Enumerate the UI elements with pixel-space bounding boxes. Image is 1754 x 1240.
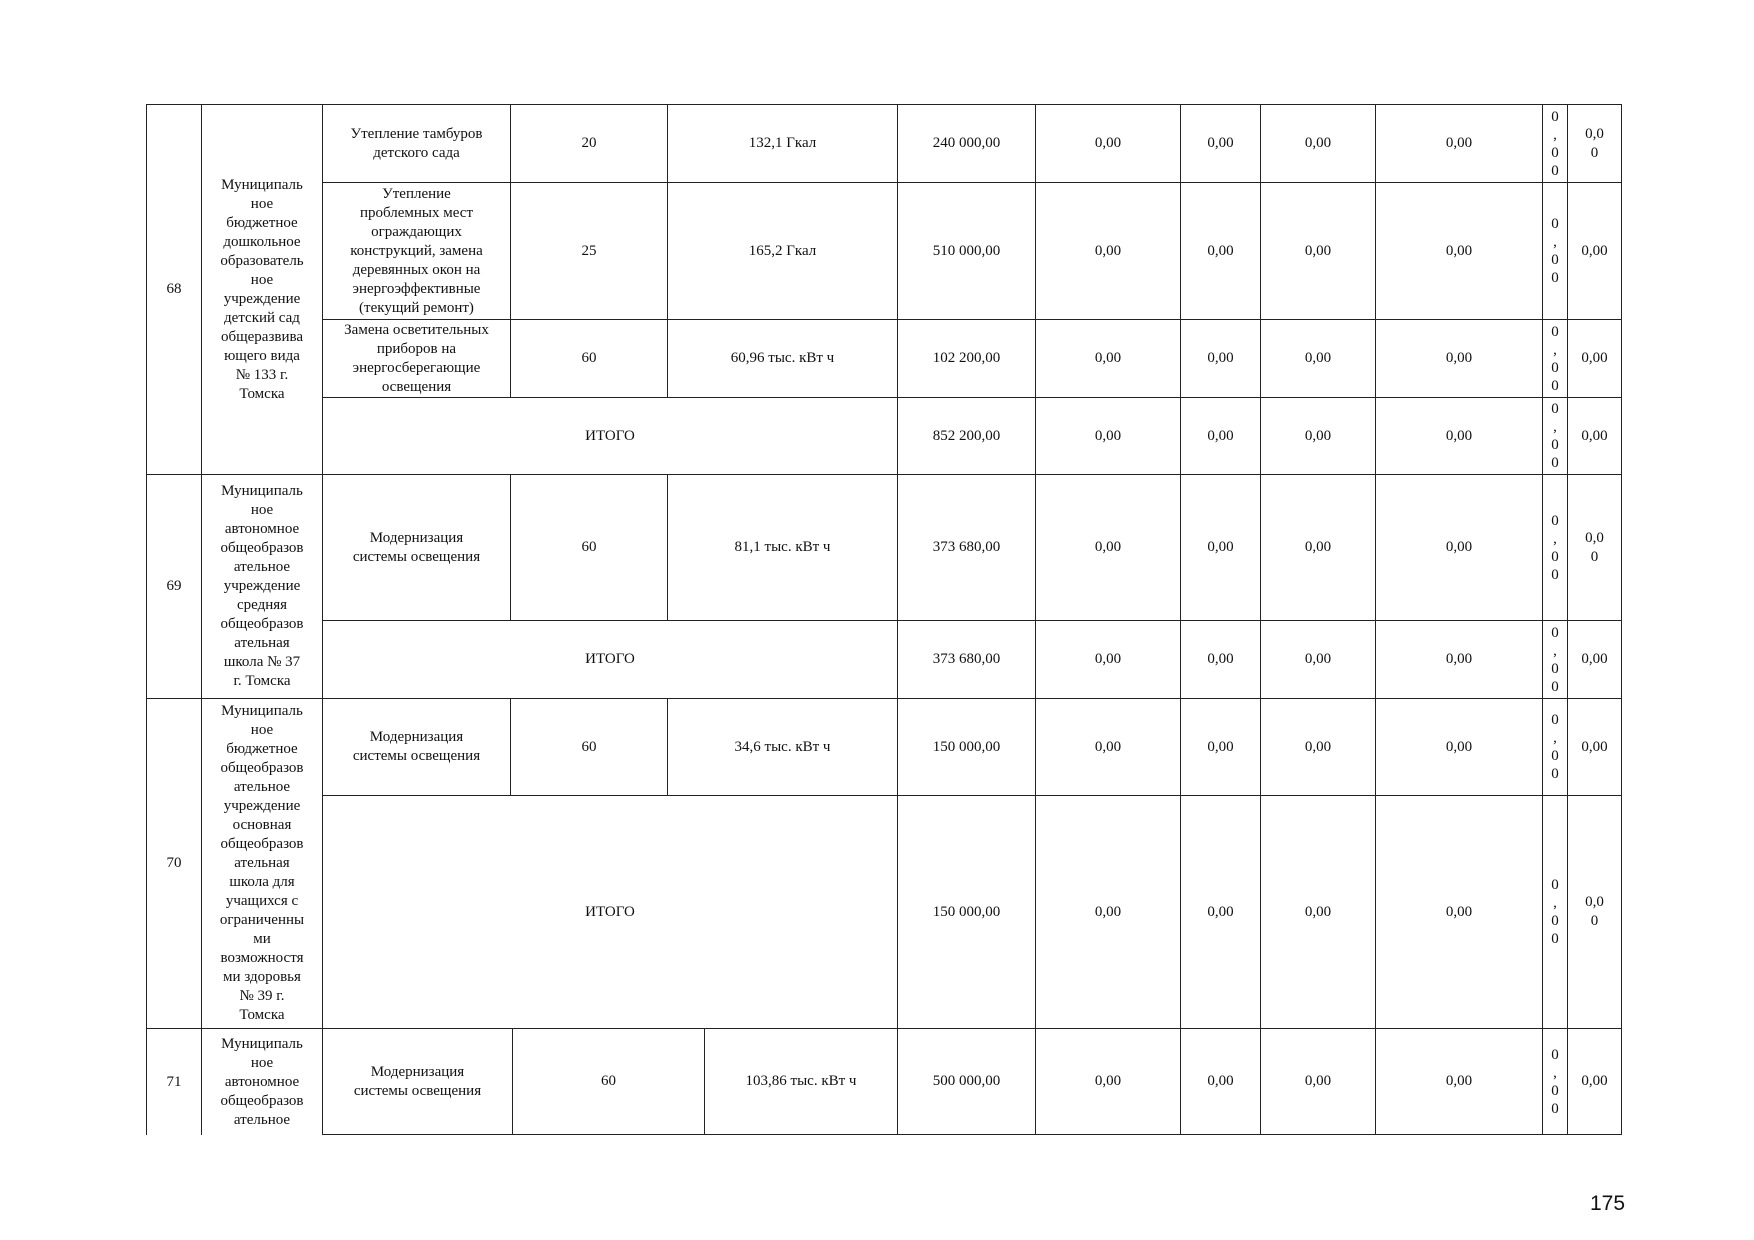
- total-label: ИТОГО: [322, 795, 897, 1028]
- measure-value: 0,00: [1180, 474, 1260, 620]
- total-sum: 150 000,00: [897, 795, 1035, 1028]
- total-sum: 373 680,00: [897, 620, 1035, 698]
- total-value: 0,00: [1375, 397, 1542, 474]
- measure-value: 0,00: [1375, 474, 1542, 620]
- measure-value: 0,00: [1375, 319, 1542, 397]
- total-value: 0,0 0: [1567, 795, 1622, 1028]
- measure-quantity: 60: [510, 698, 667, 795]
- measure-value: 0,00: [1180, 1028, 1260, 1135]
- measure-value: 0,00: [1180, 182, 1260, 319]
- measure-name: Замена осветительных приборов на энергосберегающие освещения: [322, 319, 510, 397]
- measure-value: 0,00: [1260, 474, 1375, 620]
- organization-name: Муниципаль ное бюджетное общеобразов ательное учреждение основная общеобразов ательная школа для учащихся с ограниченны ми возможностя ми здоровья № 39 г. Томска: [201, 698, 322, 1028]
- measure-value-narrow: 0 , 0 0: [1542, 698, 1567, 795]
- measure-quantity: 60: [512, 1028, 704, 1135]
- measure-quantity: 25: [510, 182, 667, 319]
- total-value: 0,00: [1567, 620, 1622, 698]
- measure-sum: 150 000,00: [897, 698, 1035, 795]
- total-value: 0,00: [1180, 397, 1260, 474]
- measure-effect: 132,1 Гкал: [667, 104, 897, 182]
- total-label: ИТОГО: [322, 620, 897, 698]
- measure-quantity: 60: [510, 474, 667, 620]
- measure-value-narrow: 0 , 0 0: [1542, 319, 1567, 397]
- measure-value: 0,00: [1567, 319, 1622, 397]
- measure-value: 0,0 0: [1567, 104, 1622, 182]
- measure-sum: 240 000,00: [897, 104, 1035, 182]
- organization-name: Муниципаль ное автономное общеобразов ательное: [201, 1028, 322, 1135]
- total-value: 0,00: [1035, 795, 1180, 1028]
- measure-value-narrow: 0 , 0 0: [1542, 474, 1567, 620]
- measure-value: 0,00: [1567, 182, 1622, 319]
- row-number: 68: [146, 104, 201, 474]
- total-value: 0,00: [1260, 795, 1375, 1028]
- measure-effect: 165,2 Гкал: [667, 182, 897, 319]
- measure-name: Модернизация системы освещения: [322, 1028, 512, 1135]
- total-value: 0,00: [1180, 795, 1260, 1028]
- total-value: 0,00: [1375, 620, 1542, 698]
- measure-value: 0,00: [1180, 319, 1260, 397]
- measure-value: 0,00: [1035, 698, 1180, 795]
- total-value-narrow: 0 , 0 0: [1542, 620, 1567, 698]
- total-label: ИТОГО: [322, 397, 897, 474]
- measure-value: 0,00: [1035, 319, 1180, 397]
- total-value-narrow: 0 , 0 0: [1542, 397, 1567, 474]
- total-value-narrow: 0 , 0 0: [1542, 795, 1567, 1028]
- measure-quantity: 60: [510, 319, 667, 397]
- measure-value: 0,00: [1375, 698, 1542, 795]
- measure-name: Утепление тамбуров детского сада: [322, 104, 510, 182]
- total-value: 0,00: [1260, 620, 1375, 698]
- measure-value: 0,00: [1180, 104, 1260, 182]
- measure-name: Утепление проблемных мест ограждающих конструкций, замена деревянных окон на энергоэффективные (текущий ремонт): [322, 182, 510, 319]
- measure-effect: 103,86 тыс. кВт ч: [704, 1028, 897, 1135]
- measure-value: 0,00: [1180, 698, 1260, 795]
- measure-value: 0,0 0: [1567, 474, 1622, 620]
- row-number: 69: [146, 474, 201, 698]
- measure-value: 0,00: [1260, 698, 1375, 795]
- row-number: 71: [146, 1028, 201, 1135]
- measure-value: 0,00: [1035, 182, 1180, 319]
- measure-value: 0,00: [1035, 1028, 1180, 1135]
- row-number: 70: [146, 698, 201, 1028]
- total-value: 0,00: [1035, 397, 1180, 474]
- measure-sum: 510 000,00: [897, 182, 1035, 319]
- measure-value: 0,00: [1035, 474, 1180, 620]
- measure-value-narrow: 0 , 0 0: [1542, 182, 1567, 319]
- measure-effect: 81,1 тыс. кВт ч: [667, 474, 897, 620]
- measure-sum: 500 000,00: [897, 1028, 1035, 1135]
- measure-value: 0,00: [1567, 1028, 1622, 1135]
- measure-value: 0,00: [1375, 182, 1542, 319]
- measure-value: 0,00: [1260, 104, 1375, 182]
- measure-effect: 60,96 тыс. кВт ч: [667, 319, 897, 397]
- total-value: 0,00: [1375, 795, 1542, 1028]
- measure-sum: 373 680,00: [897, 474, 1035, 620]
- measure-value: 0,00: [1567, 698, 1622, 795]
- measure-value: 0,00: [1260, 319, 1375, 397]
- measure-quantity: 20: [510, 104, 667, 182]
- total-sum: 852 200,00: [897, 397, 1035, 474]
- measure-name: Модернизация системы освещения: [322, 474, 510, 620]
- measure-sum: 102 200,00: [897, 319, 1035, 397]
- total-value: 0,00: [1567, 397, 1622, 474]
- measure-value: 0,00: [1260, 1028, 1375, 1135]
- total-value: 0,00: [1260, 397, 1375, 474]
- measure-value-narrow: 0 , 0 0: [1542, 104, 1567, 182]
- measure-value-narrow: 0 , 0 0: [1542, 1028, 1567, 1135]
- measure-value: 0,00: [1035, 104, 1180, 182]
- measure-effect: 34,6 тыс. кВт ч: [667, 698, 897, 795]
- organization-name: Муниципаль ное бюджетное дошкольное образователь ное учреждение детский сад общеразвива ющего вида № 133 г. Томска: [201, 104, 322, 474]
- organization-name: Муниципаль ное автономное общеобразов ательное учреждение средняя общеобразов ательная школа № 37 г. Томска: [201, 474, 322, 698]
- total-value: 0,00: [1180, 620, 1260, 698]
- measure-name: Модернизация системы освещения: [322, 698, 510, 795]
- total-value: 0,00: [1035, 620, 1180, 698]
- measure-value: 0,00: [1375, 1028, 1542, 1135]
- measure-value: 0,00: [1260, 182, 1375, 319]
- page-number: 175: [1590, 1192, 1626, 1215]
- measure-value: 0,00: [1375, 104, 1542, 182]
